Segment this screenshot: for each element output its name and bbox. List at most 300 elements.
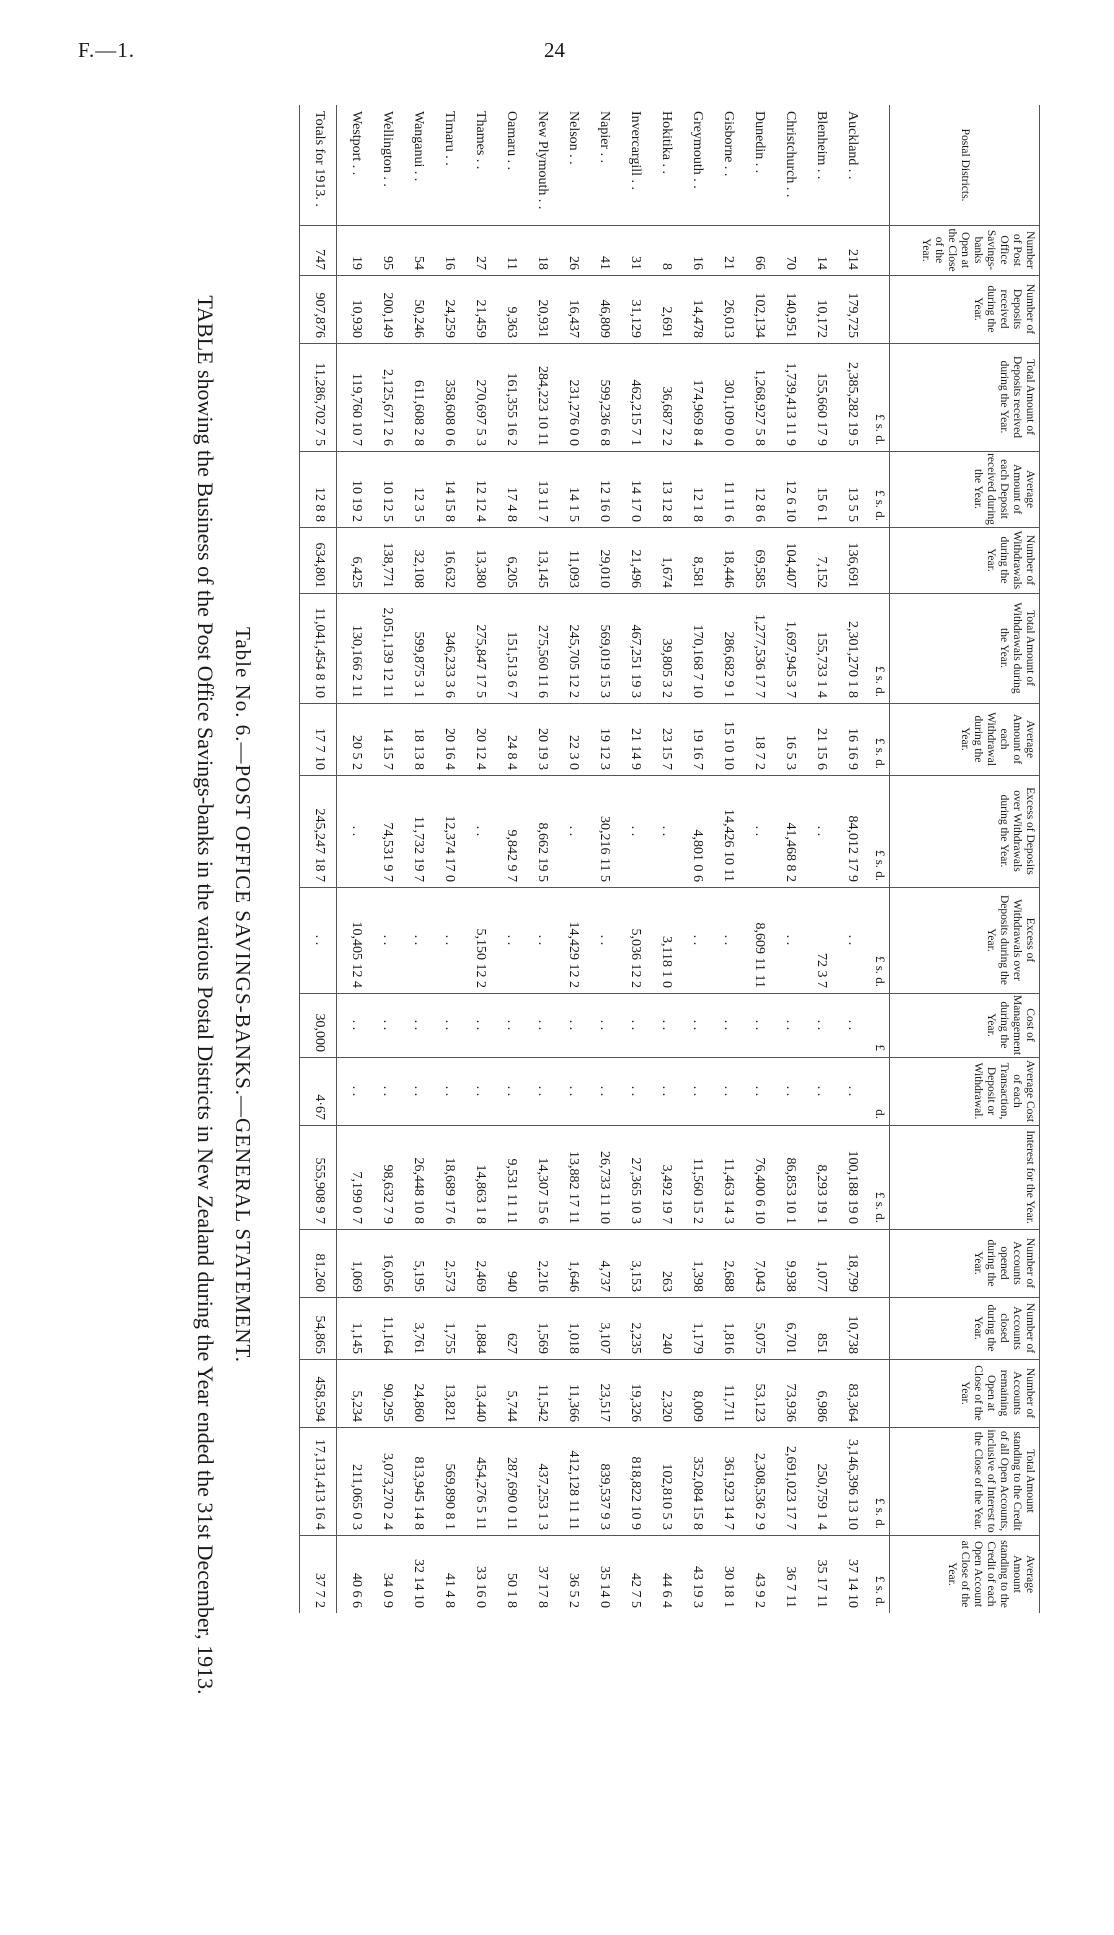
cell-credit_avg: 34 0 9 <box>380 1573 395 1608</box>
column-divider <box>300 593 1040 594</box>
cell-wd_avg: 20 12 4 <box>473 728 488 770</box>
header-row <box>890 105 1040 1885</box>
unit-label-interest: £ s. d. <box>873 1191 888 1223</box>
cell-deposits: 26,013 <box>721 299 736 338</box>
cell-closed: 2,235 <box>628 1322 643 1354</box>
cell-dep_avg: 12 12 4 <box>473 480 488 522</box>
cell-opened: 263 <box>659 1271 674 1292</box>
cell-credit_total: 412,128 11 11 <box>566 1450 581 1530</box>
cell-banks: 19 <box>349 256 364 270</box>
cell-open_accts: 5,744 <box>504 1390 519 1422</box>
column-divider <box>300 775 1040 776</box>
unit-label-wd_total: £ s. d. <box>873 665 888 697</box>
cell-cost_avg: . . <box>845 1085 860 1097</box>
cell-withdrawals: 32,108 <box>411 549 426 588</box>
cell-deposits: 16,437 <box>566 299 581 338</box>
column-divider <box>300 703 1040 704</box>
cell-excess_wd: 8,609 11 11 <box>752 922 767 988</box>
column-header-deposits: Number of Deposits received during the Year. <box>972 283 1036 335</box>
cell-open_accts: 8,009 <box>690 1390 705 1422</box>
cell-excess_dep: 9,842 9 7 <box>504 829 519 882</box>
cell-cost: . . <box>380 1019 395 1031</box>
cell-opened: 2,573 <box>442 1260 457 1292</box>
cell-credit_avg: 35 17 11 <box>814 1559 829 1608</box>
unit-label-cost_avg: d. <box>873 1109 888 1119</box>
cell-cost: 30,000 <box>312 1013 327 1052</box>
cell-withdrawals: 1,674 <box>659 556 674 588</box>
cell-opened: 1,077 <box>814 1260 829 1292</box>
cell-wd_avg: 15 10 10 <box>721 721 736 770</box>
cell-excess_wd: . . <box>312 934 327 946</box>
cell-banks: 14 <box>814 256 829 270</box>
column-header-credit_avg: Average Amount standing to the Credit of each Open Account at Close of the Year. <box>946 1540 1036 1608</box>
cell-excess_wd: . . <box>535 934 550 946</box>
cell-wd_total: 275,847 17 5 <box>473 624 488 698</box>
cell-cost_avg: 4·67 <box>312 1094 327 1120</box>
cell-district: Thames . . <box>473 111 488 170</box>
cell-wd_total: 2,051,139 12 11 <box>380 607 395 698</box>
column-header-excess_wd: Excess of Withdrawals over Deposits during the Year. <box>985 894 1036 986</box>
cell-open_accts: 23,517 <box>597 1383 612 1422</box>
cell-open_accts: 13,440 <box>473 1383 488 1422</box>
cell-closed: 1,145 <box>349 1322 364 1354</box>
cell-wd_total: 1,697,945 3 7 <box>783 621 798 698</box>
cell-wd_total: 1,277,536 17 7 <box>752 614 767 698</box>
cell-excess_dep: 84,012 17 9 <box>845 815 860 882</box>
cell-district: Invercargill . . <box>628 111 643 191</box>
cell-district: Hokitika . . <box>659 111 674 174</box>
cell-dep_avg: 10 19 2 <box>349 480 364 522</box>
table-row <box>806 105 837 1885</box>
cell-credit_total: 569,890 8 1 <box>442 1463 457 1530</box>
cell-dep_total: 161,355 16 2 <box>504 372 519 446</box>
cell-wd_avg: 16 5 3 <box>783 735 798 770</box>
cell-cost_avg: . . <box>721 1085 736 1097</box>
cell-credit_total: 818,822 10 9 <box>628 1456 643 1530</box>
cell-closed: 6,701 <box>783 1322 798 1354</box>
table-row <box>775 105 806 1885</box>
table-row <box>527 105 558 1885</box>
cell-cost_avg: . . <box>814 1085 829 1097</box>
cell-credit_total: 437,253 1 3 <box>535 1463 550 1530</box>
cell-credit_total: 211,065 0 3 <box>349 1464 364 1530</box>
cell-dep_total: 36,687 2 2 <box>659 386 674 446</box>
cell-withdrawals: 634,801 <box>312 542 327 588</box>
cell-opened: 1,398 <box>690 1260 705 1292</box>
cell-cost_avg: . . <box>504 1085 519 1097</box>
cell-opened: 4,737 <box>597 1260 612 1292</box>
cell-deposits: 50,246 <box>411 299 426 338</box>
cell-wd_avg: 18 13 8 <box>411 728 426 770</box>
cell-credit_avg: 32 14 10 <box>411 1559 426 1608</box>
cell-district: Gisborne . . <box>721 111 736 177</box>
cell-district: Napier . . <box>597 111 612 164</box>
column-header-dep_avg: Average Amount of each Deposit received during the Year. <box>972 453 1036 525</box>
cell-dep_avg: 11 11 6 <box>721 481 736 522</box>
cell-credit_total: 102,810 5 3 <box>659 1463 674 1530</box>
cell-dep_total: 119,760 10 7 <box>349 373 364 446</box>
cell-banks: 70 <box>783 256 798 270</box>
cell-opened: 1,069 <box>349 1260 364 1292</box>
cell-cost: . . <box>659 1019 674 1031</box>
cell-district: Oamaru . . <box>504 111 519 171</box>
cell-wd_total: 11,041,454 8 10 <box>312 607 327 698</box>
column-divider <box>300 1427 1040 1428</box>
cell-wd_avg: 16 16 9 <box>845 728 860 770</box>
cell-deposits: 179,725 <box>845 292 860 338</box>
cell-credit_avg: 37 17 8 <box>535 1566 550 1608</box>
cell-wd_total: 2,301,270 1 8 <box>845 621 860 698</box>
column-divider <box>300 1535 1040 1536</box>
cell-dep_total: 301,109 0 0 <box>721 379 736 446</box>
cell-banks: 747 <box>312 249 327 270</box>
cell-cost: . . <box>411 1019 426 1031</box>
cell-district: New Plymouth . . <box>535 111 550 210</box>
cell-wd_avg: 18 7 2 <box>752 735 767 770</box>
cell-excess_wd: 5,036 12 2 <box>628 928 643 988</box>
cell-interest: 76,400 6 10 <box>752 1157 767 1224</box>
cell-interest: 9,531 11 11 <box>504 1158 519 1224</box>
cell-dep_total: 358,608 0 6 <box>442 379 457 446</box>
cell-credit_total: 3,146,396 13 10 <box>845 1439 860 1530</box>
cell-district: Wanganui . . <box>411 111 426 182</box>
cell-interest: 98,632 7 9 <box>380 1164 395 1224</box>
cell-banks: 16 <box>690 256 705 270</box>
cell-dep_total: 11,286,702 7 5 <box>312 362 327 446</box>
cell-credit_total: 2,691,023 17 7 <box>783 1446 798 1530</box>
cell-cost_avg: . . <box>349 1085 364 1097</box>
column-header-dep_total: Total Amount of Deposits received during the Year. <box>998 355 1036 439</box>
table-row <box>651 105 682 1885</box>
cell-credit_avg: 36 5 2 <box>566 1573 581 1608</box>
cell-wd_avg: 17 7 10 <box>312 728 327 770</box>
column-divider <box>300 1125 1040 1126</box>
rule-line <box>889 105 890 1613</box>
cell-cost_avg: . . <box>690 1085 705 1097</box>
cell-banks: 27 <box>473 256 488 270</box>
cell-excess_dep: . . <box>628 825 643 837</box>
cell-opened: 1,646 <box>566 1260 581 1292</box>
cell-wd_total: 569,019 15 3 <box>597 624 612 698</box>
cell-district: Dunedin . . <box>752 111 767 174</box>
cell-banks: 11 <box>504 256 519 270</box>
cell-deposits: 200,149 <box>380 292 395 338</box>
cell-dep_total: 284,223 10 11 <box>535 366 550 446</box>
cell-banks: 16 <box>442 256 457 270</box>
cell-dep_total: 1,739,413 11 9 <box>783 362 798 446</box>
cell-deposits: 140,951 <box>783 292 798 338</box>
unit-label-wd_avg: £ s. d. <box>873 737 888 769</box>
cell-deposits: 21,459 <box>473 299 488 338</box>
cell-dep_avg: 13 12 8 <box>659 480 674 522</box>
cell-wd_total: 599,875 3 1 <box>411 631 426 698</box>
column-header-interest: Interest for the Year. <box>1024 1130 1036 1224</box>
cell-cost: . . <box>597 1019 612 1031</box>
cell-cost_avg: . . <box>628 1085 643 1097</box>
cell-dep_avg: 12 6 10 <box>783 480 798 522</box>
cell-cost_avg: . . <box>566 1085 581 1097</box>
cell-credit_avg: 36 7 11 <box>783 1566 798 1608</box>
cell-dep_total: 174,969 8 4 <box>690 379 705 446</box>
cell-wd_avg: 20 19 3 <box>535 728 550 770</box>
column-divider <box>300 887 1040 888</box>
column-header-cost_avg: Average Cost of each Transaction, Deposit or Withdrawal. <box>972 1059 1036 1123</box>
cell-dep_avg: 12 1 8 <box>690 487 705 522</box>
cell-wd_total: 245,705 12 2 <box>566 624 581 698</box>
cell-interest: 11,463 14 3 <box>721 1158 736 1224</box>
cell-dep_total: 2,385,282 19 5 <box>845 362 860 446</box>
cell-wd_total: 130,166 2 11 <box>349 625 364 698</box>
cell-excess_dep: 245,247 18 7 <box>312 808 327 882</box>
cell-excess_wd: . . <box>845 934 860 946</box>
cell-excess_dep: 12,374 17 0 <box>442 815 457 882</box>
cell-credit_avg: 33 16 0 <box>473 1566 488 1608</box>
cell-banks: 95 <box>380 256 395 270</box>
cell-banks: 18 <box>535 256 550 270</box>
cell-closed: 11,164 <box>380 1316 395 1354</box>
rotated-table-sheet <box>160 105 1040 1885</box>
column-divider <box>300 343 1040 344</box>
cell-cost_avg: . . <box>442 1085 457 1097</box>
page-ref: F.—1. <box>78 38 135 62</box>
cell-excess_wd: . . <box>597 934 612 946</box>
table-row <box>837 105 868 1885</box>
cell-closed: 3,107 <box>597 1322 612 1354</box>
cell-district: Westport . . <box>349 111 364 176</box>
table-row <box>465 105 496 1885</box>
cell-interest: 3,492 19 7 <box>659 1164 674 1224</box>
cell-credit_avg: 50 1 8 <box>504 1573 519 1608</box>
cell-credit_avg: 43 19 3 <box>690 1566 705 1608</box>
cell-excess_wd: 3,118 1 0 <box>659 936 674 988</box>
cell-closed: 1,884 <box>473 1322 488 1354</box>
cell-credit_total: 839,537 9 3 <box>597 1463 612 1530</box>
cell-dep_avg: 17 4 8 <box>504 487 519 522</box>
cell-wd_avg: 19 16 7 <box>690 728 705 770</box>
cell-withdrawals: 18,446 <box>721 549 736 588</box>
totals-row <box>304 105 335 1885</box>
cell-withdrawals: 21,496 <box>628 549 643 588</box>
cell-open_accts: 6,986 <box>814 1390 829 1422</box>
table-row <box>589 105 620 1885</box>
statement-table <box>270 105 1040 1885</box>
table-row <box>682 105 713 1885</box>
cell-excess_dep: 41,468 8 2 <box>783 822 798 882</box>
cell-deposits: 2,691 <box>659 306 674 338</box>
cell-withdrawals: 104,407 <box>783 542 798 588</box>
cell-banks: 21 <box>721 256 736 270</box>
cell-cost: . . <box>442 1019 457 1031</box>
cell-withdrawals: 8,581 <box>690 556 705 588</box>
cell-credit_total: 454,276 5 11 <box>473 1457 488 1530</box>
column-divider <box>300 993 1040 994</box>
cell-credit_avg: 35 14 0 <box>597 1566 612 1608</box>
table-row <box>372 105 403 1885</box>
cell-wd_avg: 19 12 3 <box>597 728 612 770</box>
cell-dep_total: 2,125,671 2 6 <box>380 369 395 446</box>
cell-cost: . . <box>783 1019 798 1031</box>
cell-cost_avg: . . <box>659 1085 674 1097</box>
cell-opened: 3,153 <box>628 1260 643 1292</box>
cell-wd_avg: 21 15 6 <box>814 728 829 770</box>
column-header-banks: Number of Post Office Savings-banks Open at the Close of the Year. <box>920 228 1036 272</box>
cell-cost: . . <box>566 1019 581 1031</box>
cell-open_accts: 5,234 <box>349 1390 364 1422</box>
rule-line <box>336 105 337 1613</box>
cell-cost_avg: . . <box>473 1085 488 1097</box>
cell-deposits: 31,129 <box>628 299 643 338</box>
cell-opened: 18,799 <box>845 1253 860 1292</box>
table-subtitle: TABLE showing the Business of the Post Office Savings-banks in the various Postal Districts in New Zealand during the Year ended the 31st December, 1913. <box>193 295 218 1695</box>
cell-cost_avg: . . <box>411 1085 426 1097</box>
cell-withdrawals: 136,691 <box>845 542 860 588</box>
cell-credit_avg: 37 7 2 <box>312 1573 327 1608</box>
cell-credit_total: 2,308,536 2 9 <box>752 1453 767 1530</box>
cell-open_accts: 73,936 <box>783 1383 798 1422</box>
cell-excess_dep: 8,662 19 5 <box>535 822 550 882</box>
column-divider <box>300 225 1040 226</box>
cell-excess_wd: 5,150 12 2 <box>473 928 488 988</box>
cell-closed: 54,865 <box>312 1315 327 1354</box>
cell-interest: 14,307 15 6 <box>535 1157 550 1224</box>
column-divider <box>300 1229 1040 1230</box>
cell-interest: 7,199 0 7 <box>349 1171 364 1224</box>
cell-dep_total: 270,697 5 3 <box>473 379 488 446</box>
cell-withdrawals: 13,380 <box>473 549 488 588</box>
cell-cost: . . <box>473 1019 488 1031</box>
cell-banks: 41 <box>597 256 612 270</box>
cell-excess_dep: . . <box>349 825 364 837</box>
cell-open_accts: 83,364 <box>845 1383 860 1422</box>
cell-closed: 240 <box>659 1333 674 1354</box>
cell-withdrawals: 69,585 <box>752 549 767 588</box>
cell-wd_total: 275,560 11 6 <box>535 625 550 698</box>
cell-deposits: 102,134 <box>752 292 767 338</box>
cell-credit_total: 813,945 14 8 <box>411 1456 426 1530</box>
table-row <box>620 105 651 1885</box>
cell-credit_total: 361,923 14 7 <box>721 1456 736 1530</box>
column-header-opened: Number of Accounts opened during the Year. <box>972 1237 1036 1289</box>
cell-cost: . . <box>535 1019 550 1031</box>
cell-closed: 1,816 <box>721 1322 736 1354</box>
cell-open_accts: 11,711 <box>721 1384 736 1422</box>
cell-cost: . . <box>845 1019 860 1031</box>
cell-banks: 31 <box>628 256 643 270</box>
cell-cost_avg: . . <box>380 1085 395 1097</box>
cell-wd_total: 286,682 9 1 <box>721 631 736 698</box>
cell-credit_avg: 37 14 10 <box>845 1559 860 1608</box>
cell-dep_total: 1,268,927 5 8 <box>752 369 767 446</box>
cell-excess_wd: 72 3 7 <box>814 953 829 988</box>
cell-closed: 5,075 <box>752 1322 767 1354</box>
cell-interest: 86,853 10 1 <box>783 1157 798 1224</box>
table-title: Table No. 6.—POST OFFICE SAVINGS-BANKS.—GENERAL STATEMENT. <box>231 626 255 1364</box>
unit-label-credit_avg: £ s. d. <box>873 1575 888 1607</box>
cell-excess_wd: . . <box>690 934 705 946</box>
cell-open_accts: 24,860 <box>411 1383 426 1422</box>
cell-excess_wd: . . <box>721 934 736 946</box>
cell-dep_total: 231,276 0 0 <box>566 379 581 446</box>
cell-credit_avg: 44 6 4 <box>659 1573 674 1608</box>
cell-credit_avg: 30 18 1 <box>721 1566 736 1608</box>
cell-wd_avg: 23 15 7 <box>659 728 674 770</box>
cell-interest: 8,293 19 1 <box>814 1164 829 1224</box>
cell-interest: 13,882 17 11 <box>566 1151 581 1224</box>
page-number: 24 <box>544 38 565 62</box>
cell-interest: 14,863 1 8 <box>473 1164 488 1224</box>
cell-district: Christchurch . . <box>783 111 798 198</box>
cell-opened: 2,688 <box>721 1260 736 1292</box>
cell-excess_dep: . . <box>752 825 767 837</box>
cell-interest: 26,733 11 10 <box>597 1151 612 1224</box>
cell-wd_avg: 24 8 4 <box>504 735 519 770</box>
cell-cost: . . <box>690 1019 705 1031</box>
cell-excess_wd: . . <box>411 934 426 946</box>
cell-wd_avg: 20 16 4 <box>442 728 457 770</box>
cell-open_accts: 90,295 <box>380 1383 395 1422</box>
cell-excess_wd: 14,429 12 2 <box>566 921 581 988</box>
column-header-wd_total: Total Amount of Withdrawals during the Year. <box>998 602 1036 694</box>
cell-closed: 1,755 <box>442 1322 457 1354</box>
cell-opened: 81,260 <box>312 1253 327 1292</box>
cell-opened: 5,195 <box>411 1260 426 1292</box>
cell-deposits: 9,363 <box>504 306 519 338</box>
cell-withdrawals: 6,425 <box>349 556 364 588</box>
cell-credit_avg: 40 6 6 <box>349 1573 364 1608</box>
column-divider <box>300 451 1040 452</box>
cell-deposits: 907,876 <box>312 292 327 338</box>
cell-interest: 100,188 19 0 <box>845 1150 860 1224</box>
cell-wd_total: 346,233 3 6 <box>442 631 457 698</box>
table-row <box>744 105 775 1885</box>
table-row <box>341 105 372 1885</box>
cell-dep_avg: 12 3 5 <box>411 487 426 522</box>
cell-dep_avg: 14 15 8 <box>442 480 457 522</box>
cell-excess_dep: . . <box>814 825 829 837</box>
cell-excess_dep: . . <box>659 825 674 837</box>
cell-cost_avg: . . <box>597 1085 612 1097</box>
column-header-credit_total: Total Amount standing to the Credit of all Open Accounts, inclusive of Interest to the Close of the Year. <box>972 1429 1036 1533</box>
cell-dep_avg: 14 17 0 <box>628 480 643 522</box>
column-header-closed: Number of Accounts closed during the Year. <box>972 1302 1036 1354</box>
table-row <box>558 105 589 1885</box>
cell-deposits: 24,259 <box>442 299 457 338</box>
cell-banks: 26 <box>566 256 581 270</box>
cell-cost_avg: . . <box>752 1085 767 1097</box>
rule-line <box>1039 105 1040 1613</box>
column-header-withdrawals: Number of Withdrawals during the Year. <box>985 530 1036 590</box>
unit-label-dep_avg: £ s. d. <box>873 489 888 521</box>
cell-cost_avg: . . <box>783 1085 798 1097</box>
cell-credit_total: 352,084 15 8 <box>690 1456 705 1530</box>
unit-label-credit_total: £ s. d. <box>873 1497 888 1529</box>
cell-wd_total: 467,251 19 3 <box>628 624 643 698</box>
cell-interest: 11,560 15 2 <box>690 1158 705 1224</box>
cell-excess_dep: 4,801 0 6 <box>690 829 705 882</box>
cell-excess_wd: . . <box>380 934 395 946</box>
cell-excess_wd: . . <box>442 934 457 946</box>
cell-wd_total: 170,168 7 10 <box>690 624 705 698</box>
cell-excess_dep: . . <box>473 825 488 837</box>
cell-dep_total: 599,236 6 8 <box>597 379 612 446</box>
cell-dep_avg: 13 11 7 <box>535 480 550 522</box>
cell-withdrawals: 6,205 <box>504 556 519 588</box>
cell-credit_total: 17,131,413 16 4 <box>312 1439 327 1530</box>
cell-deposits: 46,809 <box>597 299 612 338</box>
cell-withdrawals: 138,771 <box>380 542 395 588</box>
cell-dep_total: 462,215 7 1 <box>628 379 643 446</box>
cell-dep_avg: 14 1 5 <box>566 487 581 522</box>
